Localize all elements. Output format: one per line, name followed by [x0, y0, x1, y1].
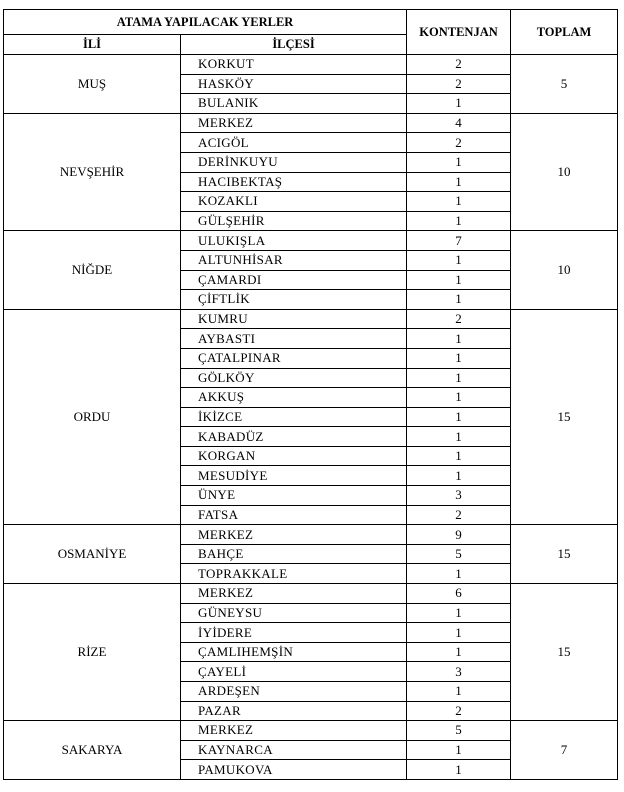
ilce-cell: GÜNEYSU — [181, 603, 407, 623]
kontenjan-cell: 1 — [407, 760, 511, 780]
kontenjan-cell: 1 — [407, 446, 511, 466]
ilce-cell: ÜNYE — [181, 486, 407, 506]
kontenjan-cell: 1 — [407, 368, 511, 388]
ilce-cell: ÇAMLIHEMŞİN — [181, 642, 407, 662]
ilce-cell: ACIGÖL — [181, 133, 407, 153]
table-row — [4, 584, 618, 604]
kontenjan-cell: 1 — [407, 407, 511, 427]
il-cell: RİZE — [4, 584, 181, 721]
kontenjan-cell: 1 — [407, 623, 511, 643]
table-row — [4, 55, 618, 75]
il-cell: MUŞ — [4, 55, 181, 114]
ilce-cell: MERKEZ — [181, 721, 407, 741]
kontenjan-cell: 1 — [407, 427, 511, 447]
ilce-cell: KORKUT — [181, 55, 407, 75]
toplam-cell: 7 — [511, 721, 618, 780]
ilce-cell: AKKUŞ — [181, 388, 407, 408]
ilce-cell: GÖLKÖY — [181, 368, 407, 388]
kontenjan-cell: 3 — [407, 662, 511, 682]
il-cell: ORDU — [4, 309, 181, 525]
kontenjan-cell: 2 — [407, 55, 511, 75]
ilce-cell: HASKÖY — [181, 74, 407, 94]
header-toplam: TOPLAM — [511, 10, 618, 55]
kontenjan-cell: 2 — [407, 309, 511, 329]
ilce-cell: BAHÇE — [181, 544, 407, 564]
kontenjan-cell: 2 — [407, 133, 511, 153]
kontenjan-cell: 4 — [407, 113, 511, 133]
il-cell: NEVŞEHİR — [4, 113, 181, 231]
table-row — [4, 721, 618, 741]
kontenjan-cell: 1 — [407, 564, 511, 584]
ilce-cell: BULANIK — [181, 94, 407, 114]
kontenjan-cell: 1 — [407, 211, 511, 231]
kontenjan-cell: 7 — [407, 231, 511, 251]
ilce-cell: MERKEZ — [181, 525, 407, 545]
kontenjan-cell: 1 — [407, 329, 511, 349]
kontenjan-cell: 1 — [407, 603, 511, 623]
ilce-cell: İYİDERE — [181, 623, 407, 643]
il-cell: SAKARYA — [4, 721, 181, 780]
table-body — [4, 55, 618, 780]
ilce-cell: TOPRAKKALE — [181, 564, 407, 584]
kontenjan-cell: 1 — [407, 466, 511, 486]
kontenjan-cell: 5 — [407, 544, 511, 564]
header-ilce: İLÇESİ — [181, 35, 407, 55]
ilce-cell: MERKEZ — [181, 113, 407, 133]
ilce-cell: FATSA — [181, 505, 407, 525]
table-row — [4, 231, 618, 251]
ilce-cell: ÇİFTLİK — [181, 290, 407, 310]
table-row — [4, 525, 618, 545]
header-atama: ATAMA YAPILACAK YERLER — [4, 10, 407, 35]
kontenjan-cell: 9 — [407, 525, 511, 545]
ilce-cell: KUMRU — [181, 309, 407, 329]
kontenjan-cell: 1 — [407, 152, 511, 172]
kontenjan-cell: 1 — [407, 388, 511, 408]
header-kontenjan: KONTENJAN — [407, 10, 511, 55]
ilce-cell: PAZAR — [181, 701, 407, 721]
kontenjan-cell: 1 — [407, 172, 511, 192]
ilce-cell: MERKEZ — [181, 584, 407, 604]
kontenjan-cell: 1 — [407, 348, 511, 368]
kontenjan-cell: 1 — [407, 270, 511, 290]
ilce-cell: ALTUNHİSAR — [181, 250, 407, 270]
ilce-cell: KABADÜZ — [181, 427, 407, 447]
il-cell: NİĞDE — [4, 231, 181, 309]
table-row — [4, 113, 618, 133]
ilce-cell: PAMUKOVA — [181, 760, 407, 780]
ilce-cell: KOZAKLI — [181, 192, 407, 212]
ilce-cell: HACIBEKTAŞ — [181, 172, 407, 192]
ilce-cell: ÇAMARDI — [181, 270, 407, 290]
ilce-cell: DERİNKUYU — [181, 152, 407, 172]
kontenjan-cell: 1 — [407, 642, 511, 662]
ilce-cell: AYBASTI — [181, 329, 407, 349]
ilce-cell: KORGAN — [181, 446, 407, 466]
ilce-cell: MESUDİYE — [181, 466, 407, 486]
ilce-cell: ULUKIŞLA — [181, 231, 407, 251]
kontenjan-cell: 5 — [407, 721, 511, 741]
toplam-cell: 15 — [511, 584, 618, 721]
kontenjan-cell: 1 — [407, 192, 511, 212]
kontenjan-cell: 1 — [407, 740, 511, 760]
toplam-cell: 10 — [511, 113, 618, 231]
ilce-cell: ARDEŞEN — [181, 682, 407, 702]
kontenjan-cell: 2 — [407, 505, 511, 525]
table-row — [4, 309, 618, 329]
toplam-cell: 5 — [511, 55, 618, 114]
kontenjan-cell: 3 — [407, 486, 511, 506]
assignment-table — [3, 9, 618, 780]
kontenjan-cell: 6 — [407, 584, 511, 604]
header-il: İLİ — [4, 35, 181, 55]
kontenjan-cell: 1 — [407, 682, 511, 702]
toplam-cell: 15 — [511, 309, 618, 525]
kontenjan-cell: 1 — [407, 94, 511, 114]
kontenjan-cell: 1 — [407, 250, 511, 270]
ilce-cell: KAYNARCA — [181, 740, 407, 760]
ilce-cell: ÇAYELİ — [181, 662, 407, 682]
ilce-cell: ÇATALPINAR — [181, 348, 407, 368]
kontenjan-cell: 2 — [407, 74, 511, 94]
il-cell: OSMANİYE — [4, 525, 181, 584]
toplam-cell: 10 — [511, 231, 618, 309]
ilce-cell: GÜLŞEHİR — [181, 211, 407, 231]
kontenjan-cell: 2 — [407, 701, 511, 721]
kontenjan-cell: 1 — [407, 290, 511, 310]
table-header — [4, 10, 618, 55]
ilce-cell: İKİZCE — [181, 407, 407, 427]
toplam-cell: 15 — [511, 525, 618, 584]
